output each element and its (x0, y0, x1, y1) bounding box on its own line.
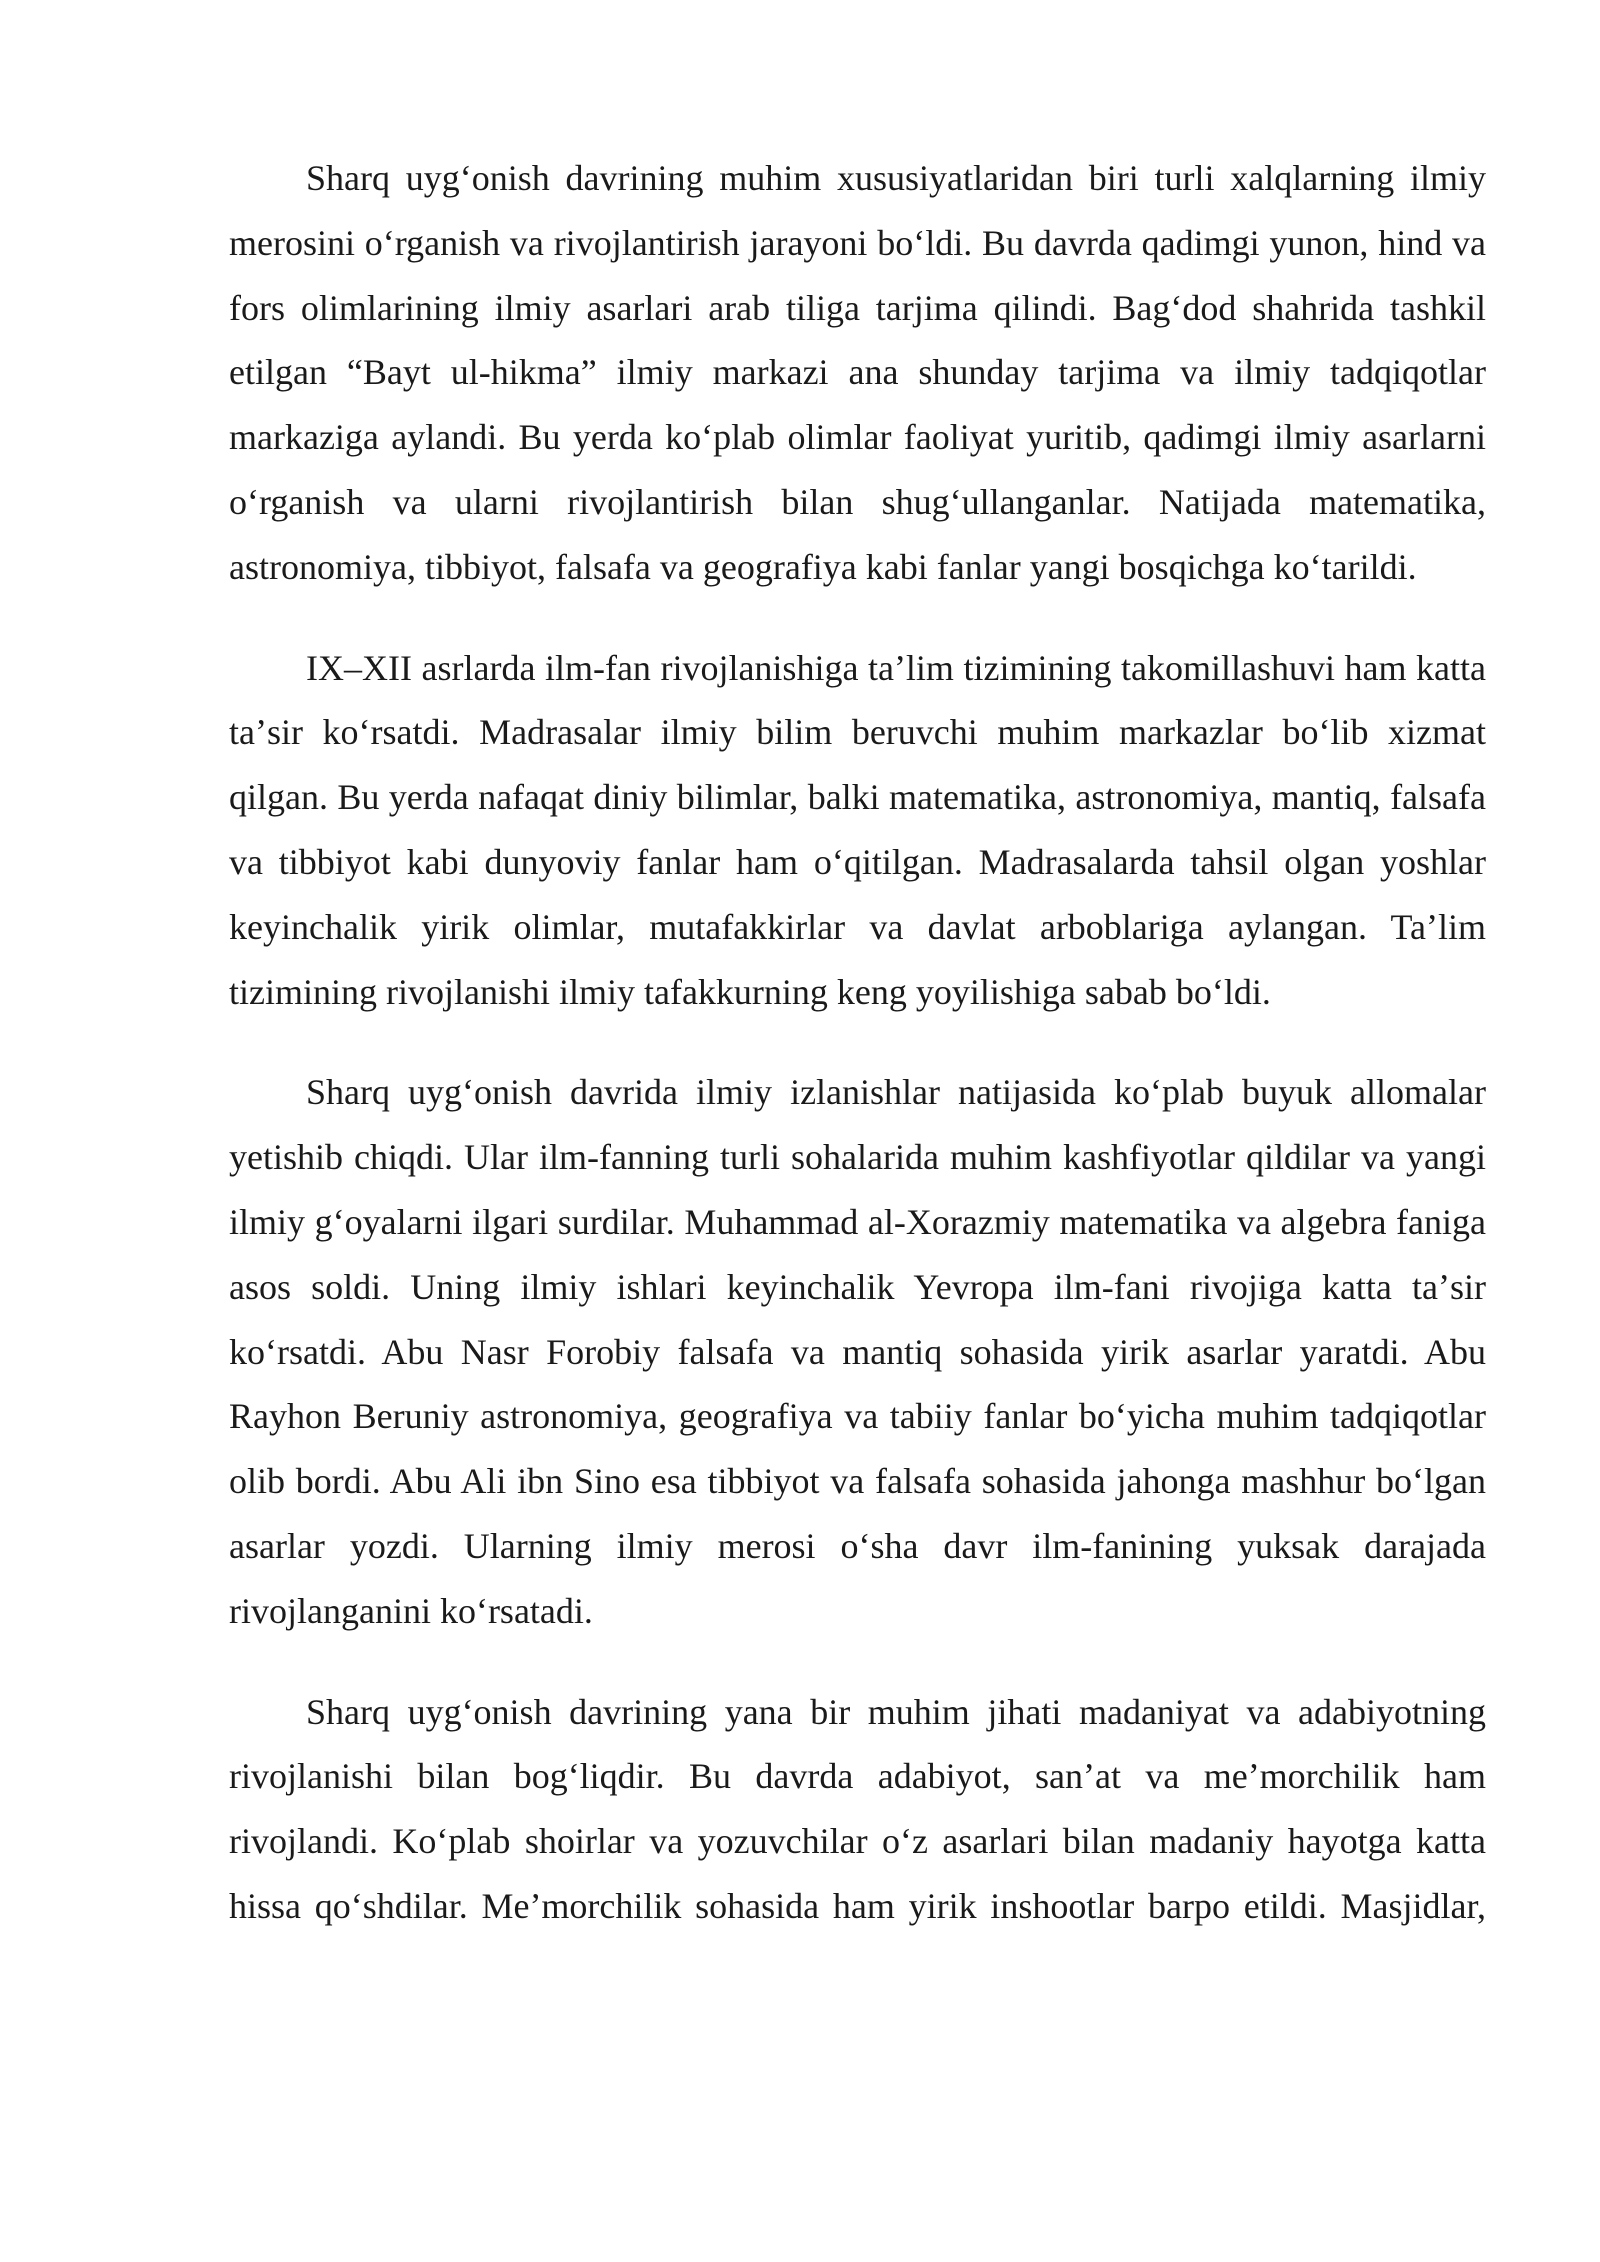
paragraph-4: Sharq uygʻonish davrining yana bir muhim jihati madaniyat va adabiyotning rivojlanishi bilan bogʻliqdir. Bu davrda adabiyot, sanʼat va meʼmorchilik ham rivojlandi. Koʻplab shoirlar va yozuvchilar oʻz asarlari bilan madaniy hayotga katta hissa qoʻshdilar. Meʼmorchilik sohasida ham yirik inshootlar barpo etildi. Masjidlar, (229, 1691, 1486, 1926)
paragraph-2: IX–XII asrlarda ilm-fan rivojlanishiga taʼlim tizimining takomillashuvi ham katta taʼsir koʻrsatdi. Madrasalar ilmiy bilim beruvchi muhim markazlar boʻlib xizmat qilgan. Bu yerda nafaqat diniy bilimlar, balki matematika, astronomiya, mantiq, falsafa va tibbiyot kabi dunyoviy fanlar ham oʻqitilgan. Madrasalarda tahsil olgan yoshlar keyinchalik yirik olimlar, mutafakkirlar va davlat arboblariga aylangan. Taʼlim tizimining rivojlanishi ilmiy tafakkurning keng yoyilishiga sabab boʻldi. (229, 647, 1486, 1012)
paragraph-1: Sharq uygʻonish davrining muhim xususiyatlaridan biri turli xalqlarning ilmiy merosini oʻrganish va rivojlantirish jarayoni boʻldi. Bu davrda qadimgi yunon, hind va fors olimlarining ilmiy asarlari arab tiliga tarjima qilindi. Bagʻdod shahrida tashkil etilgan “Bayt ul-hikma” ilmiy markazi ana shunday tarjima va ilmiy tadqiqotlar markaziga aylandi. Bu yerda koʻplab olimlar faoliyat yuritib, qadimgi ilmiy asarlarni oʻrganish va ularni rivojlantirish bilan shugʻullanganlar. Natijada matematika, astronomiya, tibbiyot, falsafa va geografiya kabi fanlar yangi bosqichga koʻtarildi. (229, 158, 1486, 587)
document-body (229, 146, 1486, 1939)
paragraph-3: Sharq uygʻonish davrida ilmiy izlanishlar natijasida koʻplab buyuk allomalar yetishib chiqdi. Ular ilm-fanning turli sohalarida muhim kashfiyotlar qildilar va yangi ilmiy gʻoyalarni ilgari surdilar. Muhammad al-Xorazmiy matematika va algebra faniga asos soldi. Uning ilmiy ishlari keyinchalik Yevropa ilm-fani rivojiga katta taʼsir koʻrsatdi. Abu Nasr Forobiy falsafa va mantiq sohasida yirik asarlar yaratdi. Abu Rayhon Beruniy astronomiya, geografiya va tabiiy fanlar boʻyicha muhim tadqiqotlar olib bordi. Abu Ali ibn Sino esa tibbiyot va falsafa sohasida jahonga mashhur boʻlgan asarlar yozdi. Ularning ilmiy merosi oʻsha davr ilm-fanining yuksak darajada rivojlanganini koʻrsatadi. (229, 1072, 1486, 1631)
